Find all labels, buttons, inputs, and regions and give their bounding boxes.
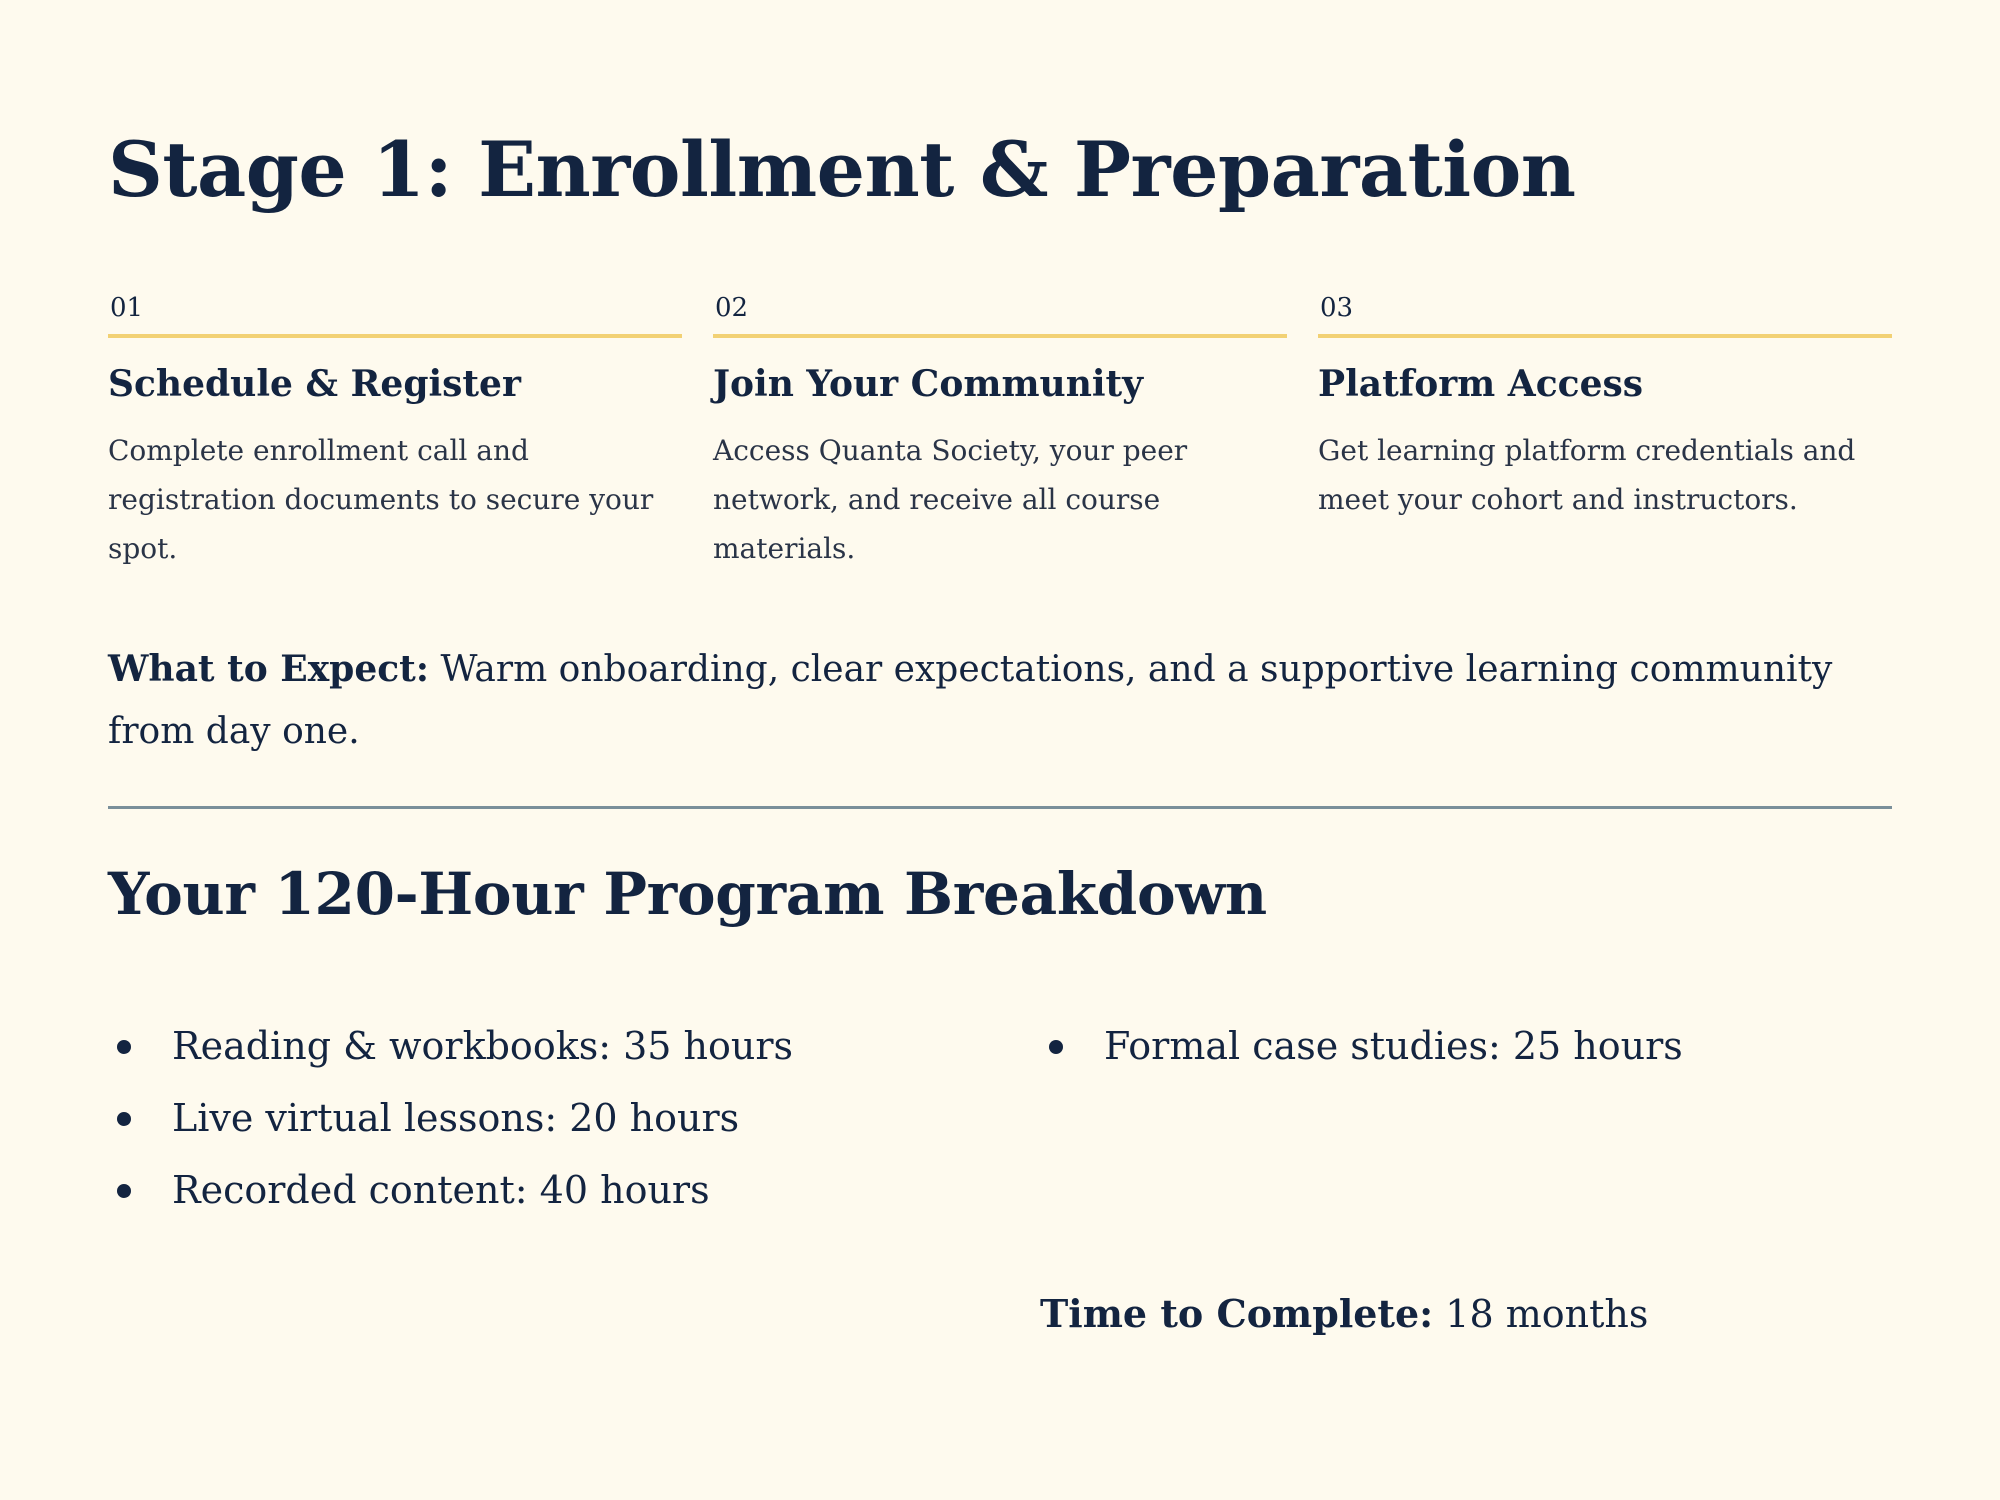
list-item — [1040, 1010, 1683, 1082]
step-description: Get learning platform credentials and meet your cohort and instructors. — [1318, 434, 1856, 516]
breakdown-title: Your 120-Hour Program Breakdown — [108, 860, 1267, 928]
page — [108, 0, 1892, 1500]
breakdown-list-right — [1040, 1010, 1683, 1082]
step-title: Join Your Community — [713, 363, 1144, 405]
bullet-icon — [117, 1040, 131, 1054]
bullet-icon — [1049, 1040, 1063, 1054]
step-title: Platform Access — [1318, 363, 1644, 405]
step-title: Schedule & Register — [108, 363, 521, 405]
time-to-complete — [1040, 1284, 1648, 1344]
list-item-text: Recorded content: 40 hours — [172, 1168, 710, 1212]
step-card — [108, 290, 682, 573]
what-to-expect — [108, 638, 1892, 763]
step-card — [1318, 290, 1892, 573]
stage-title: Stage 1: Enrollment & Preparation — [108, 125, 1576, 214]
step-number: 02 — [713, 290, 1287, 338]
list-item-text: Formal case studies: 25 hours — [1104, 1024, 1683, 1068]
what-to-expect-label: What to Expect: — [108, 648, 430, 690]
breakdown-list-left — [108, 1010, 793, 1226]
bullet-icon — [117, 1112, 131, 1126]
list-item — [108, 1082, 793, 1154]
what-to-expect-text: Warm onboarding, clear expectations, and a supportive learning community from day one. — [108, 649, 1833, 752]
list-item-text: Live virtual lessons: 20 hours — [172, 1096, 740, 1140]
steps-row — [108, 290, 1892, 573]
section-divider — [108, 806, 1892, 809]
step-number: 01 — [108, 290, 682, 338]
step-number: 03 — [1318, 290, 1892, 338]
time-to-complete-value: 18 months — [1433, 1292, 1649, 1336]
step-description: Complete enrollment call and registration documents to secure your spot. — [108, 434, 654, 565]
step-description: Access Quanta Society, your peer network, and receive all course materials. — [713, 434, 1188, 565]
list-item — [108, 1154, 793, 1226]
time-to-complete-label: Time to Complete: — [1040, 1291, 1434, 1336]
bullet-icon — [117, 1184, 131, 1198]
step-card — [713, 290, 1287, 573]
list-item — [108, 1010, 793, 1082]
list-item-text: Reading & workbooks: 35 hours — [172, 1024, 794, 1068]
